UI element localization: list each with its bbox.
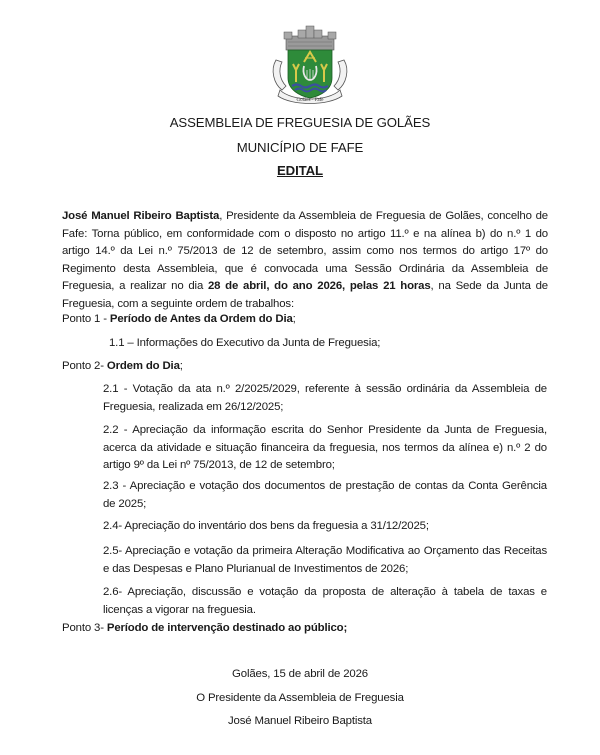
session-date: 28 de abril, do ano 2026, pelas 21 horas [207, 280, 431, 293]
point-1-title: Período de Antes da Ordem do Dia [109, 313, 293, 325]
assembly-title: ASSEMBLEIA DE FREGUESIA DE GOLÃES [169, 115, 431, 130]
agenda-point-1 [62, 311, 296, 329]
agenda-item-2-1: 2.1 - Votação da ata n.º 2/2025/2029, referente à sessão ordinária da Assembleia de Freguesia, realizada em 26/12/2025; [103, 383, 547, 413]
coat-of-arms-icon [268, 22, 352, 106]
point-1-suffix: ; [292, 313, 296, 325]
agenda-point-2 [62, 358, 183, 376]
intro-text-2: , na Sede da Junta de Freguesia, com a seguinte ordem de trabalhos: [62, 280, 548, 310]
svg-text:Golães · Fafe: Golães · Fafe [296, 98, 324, 103]
point-2-suffix: ; [179, 360, 183, 372]
point-1-prefix: Ponto 1 - [62, 313, 110, 325]
agenda-item-2-6: 2.6- Apreciação, discussão e votação da proposta de alteração à tabela de taxas e licenças a vigorar na freguesia. [103, 586, 547, 616]
intro-text-1: , Presidente da Assembleia de Freguesia de Golães, concelho de Fafe: Torna público, em conformidade com o disposto no artigo 11.º e na alínea b) do n.º 1 do artigo 14.º da Lei n.º 75/2013 de 12 de setembro, assim como nos termos do artigo 17º do Regimento desta Assembleia, que é convocada uma Sessão Ordinária da Assembleia de Freguesia, a realizar no dia [62, 210, 548, 293]
agenda-item-2-3: 2.3 - Apreciação e votação dos documentos de prestação de contas da Conta Gerência de 2025; [103, 480, 547, 510]
intro-paragraph [62, 208, 548, 314]
document-title: EDITAL [276, 163, 324, 178]
agenda-item-2-2: 2.2 - Apreciação da informação escrita do Senhor Presidente da Junta de Freguesia, acerca da atividade e situação financeira da freguesia, nos termos da alínea e) n.º 2 do artigo 9º da Lei nº 75/2013, de 12 de setembro; [103, 424, 547, 472]
signatory-name: José Manuel Ribeiro Baptista [228, 715, 372, 727]
signatory-role: O Presidente da Assembleia de Freguesia [196, 692, 404, 704]
point-2-title: Ordem do Dia [106, 360, 180, 372]
president-name: José Manuel Ribeiro Baptista [62, 210, 220, 222]
point-3-title: Período de intervenção destinado ao público; [106, 622, 348, 634]
agenda-item-2-4: 2.4- Apreciação do inventário dos bens da freguesia a 31/12/2025; [103, 520, 429, 532]
agenda-item-2-5: 2.5- Apreciação e votação da primeira Alteração Modificativa ao Orçamento das Receitas e das Despesas e Plano Plurianual de Investimentos de 2026; [103, 545, 547, 575]
agenda-point-3 [62, 620, 347, 638]
agenda-item-1-1: 1.1 – Informações do Executivo da Junta de Freguesia; [109, 337, 381, 349]
point-2-prefix: Ponto 2- [62, 360, 107, 372]
point-3-prefix: Ponto 3- [62, 622, 107, 634]
municipality-title: MUNICÍPIO DE FAFE [236, 140, 364, 155]
place-date: Golães, 15 de abril de 2026 [232, 668, 368, 680]
